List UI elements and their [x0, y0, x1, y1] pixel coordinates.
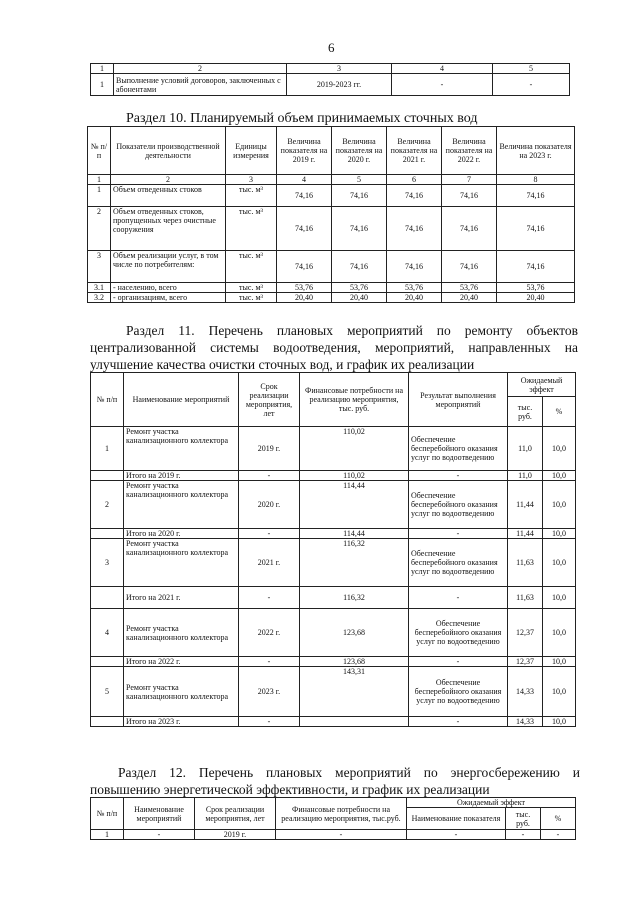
- header-cell: Наименование мероприятий: [124, 798, 195, 830]
- table-cell: Итого на 2021 г.: [124, 587, 239, 609]
- table-cell: -: [239, 657, 300, 667]
- table-cell: 1: [91, 64, 114, 74]
- table-cell: 53,76: [277, 283, 332, 293]
- table-cell: [91, 587, 124, 609]
- table-cell: 2: [91, 481, 124, 529]
- section-11-title-line-1: Раздел 11. Перечень плановых мероприятий по ремонту объектов: [126, 323, 578, 338]
- table-cell: Ремонт участка канализационного коллектора: [124, 427, 239, 471]
- table-cell: -: [239, 717, 300, 727]
- table-cell: 74,16: [497, 185, 575, 207]
- table-cell: -: [124, 830, 195, 840]
- table-cell: 20,40: [442, 293, 497, 303]
- table-cell: -: [409, 529, 508, 539]
- table-cell: [300, 717, 409, 727]
- table-cell: 3.2: [88, 293, 111, 303]
- table-cell: Итого на 2020 г.: [124, 529, 239, 539]
- table-row: [91, 481, 576, 529]
- table-cell: 3: [88, 251, 111, 283]
- header-cell: Единицы измерения: [226, 127, 277, 175]
- table-cell: 74,16: [442, 251, 497, 283]
- table-cell: 53,76: [332, 283, 387, 293]
- table-cell: 2021 г.: [239, 539, 300, 587]
- header-cell: Наименование показателя: [407, 808, 506, 830]
- table-cell: 5: [493, 64, 570, 74]
- table-cell: -: [239, 587, 300, 609]
- table-cell: 74,16: [387, 185, 442, 207]
- table-cell: 74,16: [277, 251, 332, 283]
- table-cell: Ремонт участка канализационного коллектора: [124, 609, 239, 657]
- header-cell: № п/п: [91, 798, 124, 830]
- table-cell: 3: [91, 539, 124, 587]
- table-cell: -: [239, 529, 300, 539]
- table-cell: [91, 717, 124, 727]
- table-cell: Итого на 2023 г.: [124, 717, 239, 727]
- header-cell: %: [541, 808, 576, 830]
- table-cell: -: [409, 587, 508, 609]
- header-cell: Срок реализации мероприятия, лет: [239, 373, 300, 427]
- table-cell: 1: [88, 185, 111, 207]
- table-cell: -: [409, 471, 508, 481]
- table-cell: Обеспечение бесперебойного оказания услуг по водоотведению: [409, 481, 508, 529]
- section-12-title-line-1: Раздел 12. Перечень плановых мероприятий по энергосбережению и: [118, 765, 580, 780]
- header-cell: Величина показателя на 2022 г.: [442, 127, 497, 175]
- table-row: [88, 207, 575, 251]
- table-cell: -: [392, 74, 493, 96]
- table-cell: 3: [287, 64, 392, 74]
- table-cell: 143,31: [300, 667, 409, 717]
- table-cell: 5: [91, 667, 124, 717]
- table-cell: Обеспечение бесперебойного оказания услуг по водоотведению: [409, 427, 508, 471]
- table-cell: 116,32: [300, 587, 409, 609]
- table-cell: 74,16: [277, 185, 332, 207]
- table-row: [91, 609, 576, 657]
- header-cell: Срок реализации мероприятия, лет: [195, 798, 276, 830]
- table-cell: 12,37: [508, 609, 543, 657]
- table-header-row: [91, 64, 570, 74]
- table-cell: тыс. м³: [226, 251, 277, 283]
- energy-saving-table: [90, 797, 576, 840]
- table-cell: 2020 г.: [239, 481, 300, 529]
- table-cell: тыс. м³: [226, 293, 277, 303]
- table-cell: 110,02: [300, 471, 409, 481]
- table-cell: 74,16: [442, 185, 497, 207]
- table-cell: 11,44: [508, 529, 543, 539]
- table-cell: 74,16: [277, 207, 332, 251]
- table-cell: 3.1: [88, 283, 111, 293]
- table-cell: -: [276, 830, 407, 840]
- table-cell: [91, 529, 124, 539]
- table-cell: 10,0: [543, 539, 576, 587]
- table-cell: - населению, всего: [111, 283, 226, 293]
- table-row: [88, 185, 575, 207]
- table-cell: 10,0: [543, 529, 576, 539]
- table-cell: 2019-2023 гг.: [287, 74, 392, 96]
- table-cell: -: [239, 471, 300, 481]
- total-row: [91, 529, 576, 539]
- table-cell: -: [493, 74, 570, 96]
- table-cell: 74,16: [332, 207, 387, 251]
- header-cell: Величина показателя на 2023 г.: [497, 127, 575, 175]
- table-cell: 74,16: [387, 207, 442, 251]
- table-cell: 4: [277, 175, 332, 185]
- table-cell: 53,76: [387, 283, 442, 293]
- table-cell: Объем реализации услуг, в том числе по потребителям:: [111, 251, 226, 283]
- table-header-row: [88, 127, 575, 175]
- table-cell: 11,0: [508, 427, 543, 471]
- table-cell: Обеспечение бесперебойного оказания услуг по водоотведению: [409, 539, 508, 587]
- table-cell: 2023 г.: [239, 667, 300, 717]
- table-cell: 20,40: [387, 293, 442, 303]
- table-cell: 74,16: [332, 251, 387, 283]
- table-cell: тыс. м³: [226, 283, 277, 293]
- table-cell: 20,40: [332, 293, 387, 303]
- table-cell: 14,33: [508, 667, 543, 717]
- section-10-title: Раздел 10. Планируемый объем принимаемых сточных вод: [126, 111, 478, 126]
- table-cell: Итого на 2022 г.: [124, 657, 239, 667]
- total-row: [91, 471, 576, 481]
- table-cell: 4: [91, 609, 124, 657]
- header-cell: № п/п: [88, 127, 111, 175]
- table-cell: -: [541, 830, 576, 840]
- table-cell: 11,63: [508, 539, 543, 587]
- table-cell: - организациям, всего: [111, 293, 226, 303]
- section-12-title-line-2: повышению энергетической эффективности, и график их реализации: [90, 782, 490, 797]
- header-cell: %: [543, 397, 576, 427]
- table-row: [91, 539, 576, 587]
- table-cell: 1: [91, 427, 124, 471]
- table-cell: 114,44: [300, 529, 409, 539]
- table-cell: -: [409, 657, 508, 667]
- table-cell: Ремонт участка канализационного коллектора: [124, 481, 239, 529]
- table-cell: Ремонт участка канализационного коллектора: [124, 667, 239, 717]
- table-cell: Обеспечение бесперебойного оказания услуг по водоотведению: [409, 667, 508, 717]
- header-cell: Ожидаемый эффект: [407, 798, 576, 808]
- total-row: [91, 587, 576, 609]
- header-cell: Показатели производственной деятельности: [111, 127, 226, 175]
- table-row: [88, 293, 575, 303]
- table-cell: 20,40: [277, 293, 332, 303]
- header-cell: Величина показателя на 2021 г.: [387, 127, 442, 175]
- table-cell: 74,16: [387, 251, 442, 283]
- table-cell: 2: [114, 64, 287, 74]
- table-cell: 7: [442, 175, 497, 185]
- header-cell: Наименование мероприятий: [124, 373, 239, 427]
- header-cell: Ожидаемый эффект: [508, 373, 576, 397]
- table-cell: 116,32: [300, 539, 409, 587]
- table-cell: 10,0: [543, 717, 576, 727]
- table-cell: 10,0: [543, 667, 576, 717]
- section-11-title-line-2: централизованной системы водоотведения, мероприятий, направленных на: [90, 340, 578, 355]
- table-cell: 1: [88, 175, 111, 185]
- table-cell: 14,33: [508, 717, 543, 727]
- table-cell: 114,44: [300, 481, 409, 529]
- table-cell: 4: [392, 64, 493, 74]
- table-header-row: [91, 373, 576, 397]
- table-cell: 53,76: [497, 283, 575, 293]
- table-cell: Объем отведенных стоков: [111, 185, 226, 207]
- table-cell: 8: [497, 175, 575, 185]
- table-cell: [91, 657, 124, 667]
- table-cell: 10,0: [543, 481, 576, 529]
- header-cell: Финансовые потребности на реализацию мероприятия, тыс.руб.: [276, 798, 407, 830]
- table-cell: тыс. м³: [226, 185, 277, 207]
- header-cell: Величина показателя на 2019 г.: [277, 127, 332, 175]
- table-cell: 10,0: [543, 587, 576, 609]
- table-cell: -: [407, 830, 506, 840]
- table-cell: Выполнение условий договоров, заключенных с абонентами: [114, 74, 287, 96]
- header-cell: Финансовые потребности на реализацию мероприятия, тыс. руб.: [300, 373, 409, 427]
- table-cell: 1: [91, 830, 124, 840]
- table-cell: 6: [387, 175, 442, 185]
- header-cell: тыс. руб.: [508, 397, 543, 427]
- table-cell: 11,44: [508, 481, 543, 529]
- contract-table: [90, 63, 570, 96]
- table-cell: -: [506, 830, 541, 840]
- table-cell: 11,0: [508, 471, 543, 481]
- table-cell: 11,63: [508, 587, 543, 609]
- table-cell: Итого на 2019 г.: [124, 471, 239, 481]
- page-number: 6: [328, 40, 335, 55]
- table-row: [91, 667, 576, 717]
- table-cell: 12,37: [508, 657, 543, 667]
- table-cell: Объем отведенных стоков, пропущенных через очистные сооружения: [111, 207, 226, 251]
- repair-measures-table: [90, 372, 576, 727]
- table-cell: 74,16: [497, 251, 575, 283]
- table-cell: 53,76: [442, 283, 497, 293]
- table-cell: 74,16: [497, 207, 575, 251]
- total-row: [91, 657, 576, 667]
- table-cell: 74,16: [442, 207, 497, 251]
- table-cell: 2: [88, 207, 111, 251]
- table-cell: 2: [111, 175, 226, 185]
- table-cell: 5: [332, 175, 387, 185]
- header-cell: тыс. руб.: [506, 808, 541, 830]
- table-cell: 20,40: [497, 293, 575, 303]
- header-cell: № п/п: [91, 373, 124, 427]
- table-cell: тыс. м³: [226, 207, 277, 251]
- table-cell: 10,0: [543, 657, 576, 667]
- section-11-title-line-3: улучшение качества очистки сточных вод, и график их реализации: [90, 357, 475, 372]
- table-cell: -: [409, 717, 508, 727]
- column-number-row: [88, 175, 575, 185]
- table-cell: 3: [226, 175, 277, 185]
- table-cell: 123,68: [300, 609, 409, 657]
- table-cell: 74,16: [332, 185, 387, 207]
- header-cell: Результат выполнения мероприятий: [409, 373, 508, 427]
- table-cell: Ремонт участка канализационного коллектора: [124, 539, 239, 587]
- table-cell: 2022 г.: [239, 609, 300, 657]
- table-cell: Обеспечение бесперебойного оказания услуг по водоотведению: [409, 609, 508, 657]
- table-cell: 2019 г.: [195, 830, 276, 840]
- table-cell: 10,0: [543, 427, 576, 471]
- table-cell: 110,02: [300, 427, 409, 471]
- table-row: [91, 427, 576, 471]
- table-cell: 10,0: [543, 609, 576, 657]
- wastewater-volume-table: [87, 126, 575, 303]
- table-cell: 1: [91, 74, 114, 96]
- table-row: [88, 283, 575, 293]
- table-cell: 10,0: [543, 471, 576, 481]
- total-row: [91, 717, 576, 727]
- table-header-row: [91, 798, 576, 808]
- table-row: [88, 251, 575, 283]
- table-cell: 123,68: [300, 657, 409, 667]
- table-row: [91, 830, 576, 840]
- header-cell: Величина показателя на 2020 г.: [332, 127, 387, 175]
- table-cell: 2019 г.: [239, 427, 300, 471]
- table-row: [91, 74, 570, 96]
- table-cell: [91, 471, 124, 481]
